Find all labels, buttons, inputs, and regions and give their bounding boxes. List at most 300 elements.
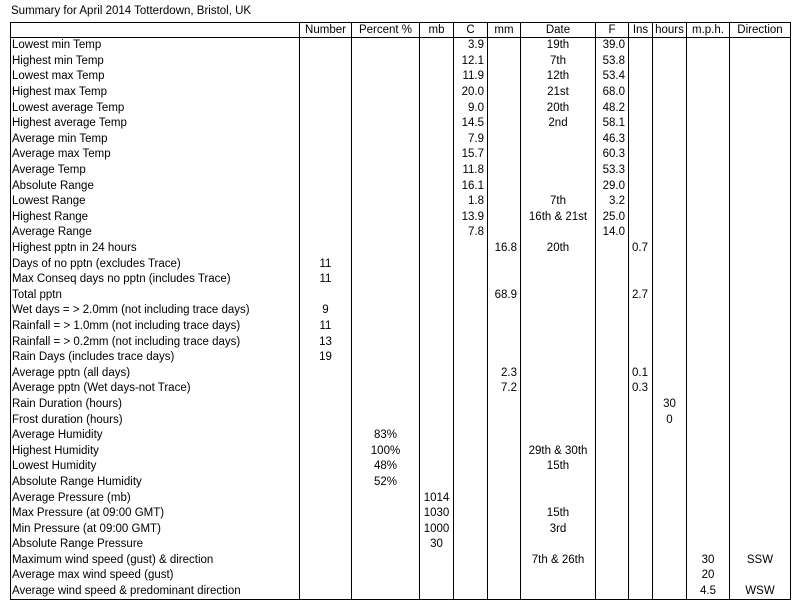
cell-c (454, 568, 488, 584)
row-label: Total pptn (11, 288, 300, 304)
cell-mm (488, 210, 521, 226)
row-label: Lowest average Temp (11, 100, 300, 116)
cell-f: 25.0 (596, 210, 629, 226)
cell-ins (629, 553, 653, 569)
cell-mph (687, 443, 730, 459)
cell-f (596, 521, 629, 537)
cell-c: 7.8 (454, 225, 488, 241)
cell-hours (653, 381, 687, 397)
cell-f (596, 241, 629, 257)
cell-mph (687, 132, 730, 148)
cell-hours (653, 428, 687, 444)
row-label: Rain Days (includes trace days) (11, 350, 300, 366)
cell-f: 53.3 (596, 163, 629, 179)
cell-direction (730, 241, 791, 257)
table-row (11, 85, 791, 101)
row-label: Lowest Humidity (11, 459, 300, 475)
cell-mb: 1000 (420, 521, 454, 537)
cell-c (454, 397, 488, 413)
cell-mm: 16.8 (488, 241, 521, 257)
cell-ins: 0.7 (629, 241, 653, 257)
row-label: Max Conseq days no pptn (includes Trace) (11, 272, 300, 288)
cell-mm (488, 568, 521, 584)
cell-ins (629, 397, 653, 413)
cell-mb (420, 85, 454, 101)
cell-mb (420, 428, 454, 444)
cell-mph (687, 256, 730, 272)
cell-hours: 0 (653, 412, 687, 428)
cell-f (596, 428, 629, 444)
cell-c: 12.1 (454, 54, 488, 70)
cell-number (300, 163, 352, 179)
header-f: F (596, 23, 629, 38)
cell-hours (653, 443, 687, 459)
cell-c: 7.9 (454, 132, 488, 148)
cell-f (596, 397, 629, 413)
cell-mph (687, 506, 730, 522)
cell-percent (352, 521, 420, 537)
cell-hours (653, 210, 687, 226)
cell-ins (629, 132, 653, 148)
cell-mb (420, 459, 454, 475)
cell-mb (420, 163, 454, 179)
table-row (11, 537, 791, 553)
cell-date: 29th & 30th (521, 443, 596, 459)
cell-direction: WSW (730, 584, 791, 600)
page-title: Summary for April 2014 Totterdown, Bristol, UK (11, 5, 252, 17)
table-row (11, 225, 791, 241)
cell-mph (687, 272, 730, 288)
cell-direction (730, 303, 791, 319)
table-row (11, 54, 791, 70)
cell-mm (488, 272, 521, 288)
row-label: Max Pressure (at 09:00 GMT) (11, 506, 300, 522)
cell-number (300, 54, 352, 70)
cell-direction (730, 256, 791, 272)
cell-date: 12th (521, 69, 596, 85)
cell-mm (488, 412, 521, 428)
cell-percent: 83% (352, 428, 420, 444)
cell-hours (653, 553, 687, 569)
cell-mm (488, 225, 521, 241)
cell-hours (653, 100, 687, 116)
cell-mb (420, 334, 454, 350)
cell-mph (687, 116, 730, 132)
cell-mph (687, 397, 730, 413)
cell-c (454, 365, 488, 381)
cell-percent (352, 38, 420, 54)
cell-date (521, 225, 596, 241)
cell-hours (653, 54, 687, 70)
cell-direction (730, 459, 791, 475)
cell-number (300, 225, 352, 241)
cell-f: 39.0 (596, 38, 629, 54)
cell-number: 11 (300, 272, 352, 288)
cell-mm (488, 116, 521, 132)
table-row (11, 210, 791, 226)
cell-direction (730, 54, 791, 70)
cell-mph (687, 475, 730, 491)
cell-direction (730, 69, 791, 85)
cell-percent: 100% (352, 443, 420, 459)
cell-mb (420, 272, 454, 288)
cell-percent (352, 319, 420, 335)
header-row (11, 23, 791, 38)
cell-mph (687, 69, 730, 85)
cell-c (454, 459, 488, 475)
cell-mb (420, 132, 454, 148)
cell-mph (687, 38, 730, 54)
cell-mb (420, 194, 454, 210)
cell-mm (488, 256, 521, 272)
cell-hours (653, 241, 687, 257)
cell-c (454, 521, 488, 537)
cell-c (454, 334, 488, 350)
cell-percent (352, 225, 420, 241)
cell-mph (687, 303, 730, 319)
cell-date (521, 334, 596, 350)
cell-direction (730, 428, 791, 444)
table-row (11, 178, 791, 194)
cell-mph (687, 334, 730, 350)
cell-hours (653, 537, 687, 553)
cell-percent (352, 303, 420, 319)
cell-date: 7th (521, 194, 596, 210)
cell-direction (730, 506, 791, 522)
cell-ins (629, 319, 653, 335)
cell-ins: 0.1 (629, 365, 653, 381)
cell-hours (653, 521, 687, 537)
cell-hours (653, 194, 687, 210)
cell-direction (730, 210, 791, 226)
cell-percent (352, 334, 420, 350)
cell-number (300, 100, 352, 116)
cell-ins (629, 85, 653, 101)
cell-percent (352, 568, 420, 584)
header-c: C (454, 23, 488, 38)
table-row (11, 132, 791, 148)
cell-mph: 20 (687, 568, 730, 584)
header-mm: mm (488, 23, 521, 38)
cell-hours (653, 288, 687, 304)
cell-percent (352, 178, 420, 194)
cell-c (454, 303, 488, 319)
cell-f: 68.0 (596, 85, 629, 101)
cell-mm (488, 69, 521, 85)
cell-ins (629, 584, 653, 600)
cell-mb (420, 225, 454, 241)
cell-date (521, 428, 596, 444)
table-row (11, 428, 791, 444)
cell-date (521, 537, 596, 553)
cell-percent (352, 194, 420, 210)
cell-number (300, 459, 352, 475)
cell-mm (488, 584, 521, 600)
cell-f (596, 350, 629, 366)
cell-hours (653, 319, 687, 335)
cell-c (454, 241, 488, 257)
cell-f (596, 568, 629, 584)
cell-percent (352, 553, 420, 569)
cell-c (454, 475, 488, 491)
table-row (11, 272, 791, 288)
cell-percent (352, 490, 420, 506)
cell-date: 7th (521, 54, 596, 70)
cell-ins (629, 428, 653, 444)
cell-percent (352, 116, 420, 132)
cell-mph (687, 241, 730, 257)
header-direction: Direction (730, 23, 791, 38)
cell-percent: 52% (352, 475, 420, 491)
cell-percent (352, 537, 420, 553)
cell-percent (352, 397, 420, 413)
cell-c (454, 350, 488, 366)
cell-mm (488, 506, 521, 522)
cell-direction (730, 132, 791, 148)
cell-hours (653, 69, 687, 85)
cell-date: 20th (521, 100, 596, 116)
cell-mb (420, 365, 454, 381)
cell-c: 16.1 (454, 178, 488, 194)
row-label: Absolute Range Pressure (11, 537, 300, 553)
cell-ins (629, 225, 653, 241)
row-label: Average Humidity (11, 428, 300, 444)
cell-mb (420, 147, 454, 163)
cell-f (596, 537, 629, 553)
cell-mb (420, 38, 454, 54)
cell-direction (730, 225, 791, 241)
cell-ins (629, 537, 653, 553)
cell-mb (420, 397, 454, 413)
cell-hours (653, 584, 687, 600)
cell-ins (629, 506, 653, 522)
cell-hours (653, 256, 687, 272)
cell-percent (352, 412, 420, 428)
table-row (11, 350, 791, 366)
cell-date (521, 319, 596, 335)
cell-c: 13.9 (454, 210, 488, 226)
cell-f (596, 319, 629, 335)
cell-mph (687, 537, 730, 553)
cell-date: 15th (521, 506, 596, 522)
cell-mb (420, 210, 454, 226)
cell-c (454, 381, 488, 397)
cell-mph (687, 428, 730, 444)
cell-percent (352, 147, 420, 163)
cell-percent (352, 272, 420, 288)
cell-date (521, 303, 596, 319)
cell-c: 15.7 (454, 147, 488, 163)
cell-mph (687, 100, 730, 116)
cell-number: 19 (300, 350, 352, 366)
cell-direction (730, 397, 791, 413)
header-percent: Percent % (352, 23, 420, 38)
cell-hours (653, 365, 687, 381)
row-label: Absolute Range Humidity (11, 475, 300, 491)
cell-f (596, 506, 629, 522)
table-row (11, 381, 791, 397)
cell-ins (629, 568, 653, 584)
cell-mm (488, 521, 521, 537)
table-row (11, 506, 791, 522)
cell-c: 11.9 (454, 69, 488, 85)
cell-mph (687, 85, 730, 101)
cell-c (454, 490, 488, 506)
row-label: Rainfall = > 0.2mm (not including trace days) (11, 334, 300, 350)
cell-mb (420, 381, 454, 397)
cell-percent (352, 210, 420, 226)
cell-ins (629, 303, 653, 319)
cell-c (454, 584, 488, 600)
cell-mph (687, 381, 730, 397)
cell-date: 3rd (521, 521, 596, 537)
header-mb: mb (420, 23, 454, 38)
cell-mph (687, 365, 730, 381)
table-row (11, 365, 791, 381)
cell-mm (488, 38, 521, 54)
table-row (11, 475, 791, 491)
cell-direction (730, 381, 791, 397)
cell-hours: 30 (653, 397, 687, 413)
table-row (11, 412, 791, 428)
cell-f (596, 303, 629, 319)
cell-number (300, 521, 352, 537)
header-date: Date (521, 23, 596, 38)
cell-f (596, 334, 629, 350)
cell-direction (730, 272, 791, 288)
cell-mm (488, 132, 521, 148)
cell-f (596, 256, 629, 272)
cell-ins (629, 116, 653, 132)
cell-direction (730, 443, 791, 459)
cell-c (454, 272, 488, 288)
cell-f: 58.1 (596, 116, 629, 132)
cell-hours (653, 490, 687, 506)
cell-mb (420, 303, 454, 319)
cell-direction (730, 475, 791, 491)
cell-number (300, 537, 352, 553)
cell-f (596, 584, 629, 600)
cell-date (521, 178, 596, 194)
cell-direction (730, 100, 791, 116)
cell-mm (488, 334, 521, 350)
row-label: Rainfall = > 1.0mm (not including trace days) (11, 319, 300, 335)
cell-number (300, 210, 352, 226)
cell-mb (420, 350, 454, 366)
cell-mph (687, 288, 730, 304)
cell-ins (629, 100, 653, 116)
row-label: Rain Duration (hours) (11, 397, 300, 413)
cell-mph (687, 412, 730, 428)
cell-f (596, 412, 629, 428)
cell-ins (629, 194, 653, 210)
cell-ins (629, 256, 653, 272)
cell-mm (488, 537, 521, 553)
cell-direction (730, 568, 791, 584)
cell-number: 11 (300, 256, 352, 272)
row-label: Average pptn (Wet days-not Trace) (11, 381, 300, 397)
cell-number (300, 443, 352, 459)
cell-f (596, 553, 629, 569)
cell-ins: 2.7 (629, 288, 653, 304)
cell-mph (687, 521, 730, 537)
cell-hours (653, 475, 687, 491)
table-row (11, 163, 791, 179)
table-row (11, 319, 791, 335)
row-label: Frost duration (hours) (11, 412, 300, 428)
cell-number (300, 116, 352, 132)
cell-direction (730, 334, 791, 350)
cell-mb (420, 584, 454, 600)
cell-date (521, 163, 596, 179)
table-row (11, 147, 791, 163)
cell-date: 15th (521, 459, 596, 475)
cell-mb (420, 54, 454, 70)
cell-ins (629, 163, 653, 179)
cell-hours (653, 303, 687, 319)
cell-date: 19th (521, 38, 596, 54)
cell-mph (687, 178, 730, 194)
cell-mm (488, 428, 521, 444)
cell-mb (420, 69, 454, 85)
cell-f: 3.2 (596, 194, 629, 210)
cell-mph (687, 163, 730, 179)
cell-date (521, 272, 596, 288)
cell-c (454, 319, 488, 335)
table-row (11, 490, 791, 506)
cell-number (300, 506, 352, 522)
cell-number (300, 241, 352, 257)
cell-percent (352, 350, 420, 366)
cell-number (300, 147, 352, 163)
cell-direction (730, 147, 791, 163)
table-row (11, 584, 791, 600)
cell-mb (420, 178, 454, 194)
cell-direction (730, 38, 791, 54)
table-row (11, 100, 791, 116)
cell-f (596, 288, 629, 304)
cell-f (596, 272, 629, 288)
cell-f: 53.4 (596, 69, 629, 85)
cell-ins (629, 412, 653, 428)
row-label: Highest average Temp (11, 116, 300, 132)
table-row (11, 194, 791, 210)
cell-date: 16th & 21st (521, 210, 596, 226)
cell-date (521, 397, 596, 413)
header-label (11, 23, 300, 38)
cell-mb (420, 241, 454, 257)
header-mph: m.p.h. (687, 23, 730, 38)
row-label: Lowest max Temp (11, 69, 300, 85)
header-hours: hours (653, 23, 687, 38)
table-row (11, 334, 791, 350)
cell-date (521, 256, 596, 272)
table-row (11, 303, 791, 319)
row-label: Lowest min Temp (11, 38, 300, 54)
cell-mb (420, 568, 454, 584)
cell-direction (730, 365, 791, 381)
cell-mph (687, 225, 730, 241)
cell-mph (687, 54, 730, 70)
cell-c (454, 506, 488, 522)
cell-ins (629, 475, 653, 491)
cell-c (454, 553, 488, 569)
cell-hours (653, 116, 687, 132)
cell-date (521, 147, 596, 163)
cell-mph (687, 350, 730, 366)
cell-mm: 7.2 (488, 381, 521, 397)
cell-mb (420, 475, 454, 491)
